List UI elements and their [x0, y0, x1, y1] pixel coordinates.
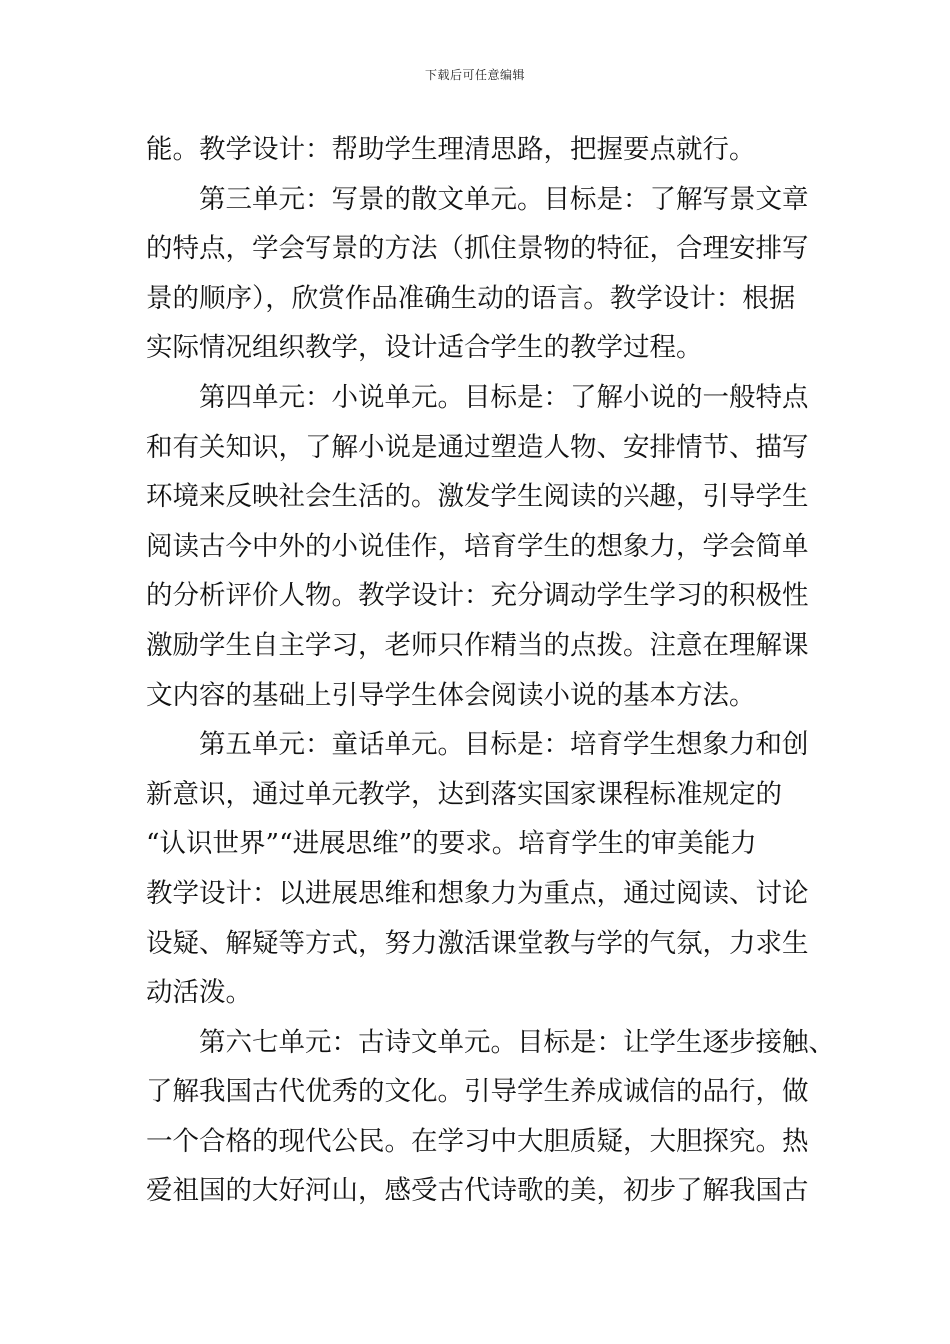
- text-line: 的分析评价人物。教学设计：充分调动学生学习的积极性: [146, 580, 809, 612]
- text-line: 实际情况组织教学，设计适合学生的教学过程。: [146, 332, 703, 364]
- text-line: 新意识，通过单元教学，达到落实国家课程标准规定的: [146, 778, 782, 810]
- text-line: 能。教学设计：帮助学生理清思路，把握要点就行。: [146, 134, 756, 165]
- text-line: 和有关知识，了解小说是通过塑造人物、安排情节、描写: [146, 431, 809, 463]
- text-line: 第四单元：小说单元。目标是：了解小说的一般特点: [199, 381, 809, 413]
- text-line: 环境来反映社会生活的。激发学生阅读的兴趣，引导学生: [146, 481, 809, 513]
- text-line: 一个合格的现代公民。在学习中大胆质疑，大胆探究。热: [146, 1125, 809, 1157]
- paragraph-1: [146, 125, 812, 175]
- text-line: 文内容的基础上引导学生体会阅读小说的基本方法。: [146, 679, 756, 711]
- text-line: 爱祖国的大好河山，感受古代诗歌的美，初步了解我国古: [146, 1175, 809, 1207]
- text-line: 了解我国古代优秀的文化。引导学生养成诚信的品行，做: [146, 1076, 809, 1108]
- text-line: 第三单元：写景的散文单元。目标是：了解写景文章: [199, 183, 809, 215]
- paragraph-unit-5: [146, 720, 812, 1018]
- text-line: “认识世界”“进展思维”的要求。培育学生的审美能力: [146, 828, 757, 860]
- text-line: 激励学生自主学习，老师只作精当的点拨。注意在理解课: [146, 629, 809, 661]
- text-line: 第六七单元：古诗文单元。目标是：让学生逐步接触、: [199, 1026, 835, 1058]
- paragraph-unit-3: [146, 175, 812, 373]
- paragraph-unit-4: [146, 373, 812, 720]
- text-line: 设疑、解疑等方式，努力激活课堂教与学的气氛，力求生: [146, 927, 809, 959]
- text-line: 动活泼。: [146, 977, 252, 1009]
- text-line: 景的顺序），欣赏作品准确生动的语言。教学设计：根据: [146, 282, 796, 314]
- text-line: 教学设计：以进展思维和想象力为重点，通过阅读、讨论: [146, 877, 809, 909]
- page-header: 下载后可任意编辑: [424, 68, 525, 82]
- text-line: 第五单元：童话单元。目标是：培育学生想象力和创: [199, 729, 809, 761]
- paragraph-unit-6-7: [146, 1018, 835, 1216]
- text-line: 阅读古今中外的小说佳作，培育学生的想象力，学会简单: [146, 530, 809, 562]
- text-line: 的特点，学会写景的方法（抓住景物的特征，合理安排写: [146, 233, 809, 265]
- body-text: [146, 125, 835, 1216]
